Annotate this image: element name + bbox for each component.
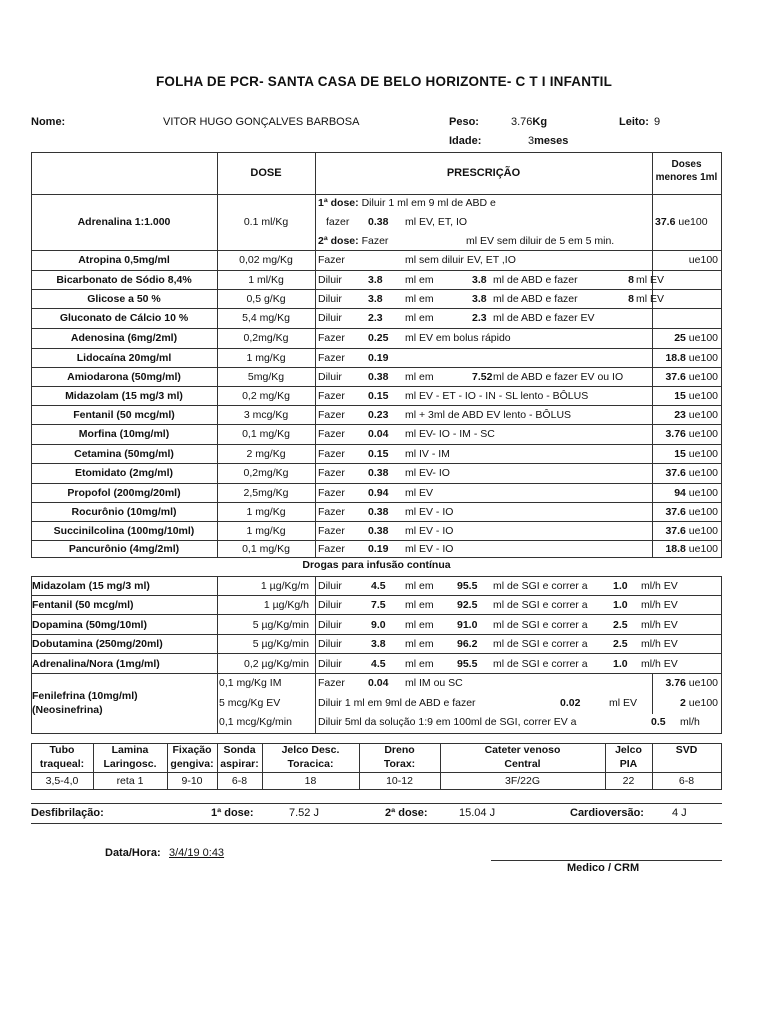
drug-volume: 0.38 <box>368 371 389 383</box>
devices-col-divider <box>721 743 722 789</box>
cell-divider <box>652 308 653 328</box>
desfib-first-dose: 7.52 J <box>289 807 319 819</box>
infusion-dose: 5 µg/Kg/min <box>252 638 309 650</box>
infusion-diluent-text: ml de SGI e correr a <box>493 619 588 631</box>
drug-menor <box>655 351 718 365</box>
drug-dose: 0,1 mg/Kg <box>242 428 290 440</box>
cell-divider <box>652 424 653 444</box>
device-header-line2: traqueal: <box>39 758 85 770</box>
drug-name: Midazolam (15 mg/3 ml) <box>65 390 183 402</box>
drug-dose: 5mg/Kg <box>247 371 285 383</box>
row-divider <box>31 463 722 464</box>
adrenalina-line2-val: 0.38 <box>368 216 389 228</box>
device-header-line2: gengiva: <box>170 758 214 770</box>
drug-menor-unit: ue100 <box>688 409 718 421</box>
cell-divider <box>652 540 653 557</box>
infusion-rate: 1.0 <box>613 599 628 611</box>
row-divider <box>31 614 722 615</box>
drug-menor-value: 37.6 <box>665 506 686 518</box>
infusion-diluent-volume: 92.5 <box>457 599 478 611</box>
device-header-line1: Jelco <box>615 744 642 756</box>
drug-dose: 0,2mg/Kg <box>243 332 289 344</box>
drug-instruction: ml EV - IO <box>405 506 454 518</box>
drug-verb: Fazer <box>318 409 345 421</box>
cell-divider <box>652 405 653 424</box>
drug-verb: Fazer <box>318 390 345 402</box>
device-value: reta 1 <box>116 775 144 787</box>
peso-value: 3.76 <box>511 116 533 128</box>
infusion-diluent-text: ml de SGI e correr a <box>493 658 588 670</box>
adrenalina-menor-unit: ue100 <box>678 216 708 228</box>
drug-menor-value: 23 <box>674 409 686 421</box>
drug-instruction: ml EV - IO <box>405 543 454 555</box>
devices-header-divider <box>31 772 722 773</box>
drug-dose: 0,1 mg/Kg <box>242 543 290 555</box>
infusion-rate-unit: ml/h EV <box>641 599 678 611</box>
drug-name: Lidocaína 20mg/ml <box>76 352 172 364</box>
desfib-second-dose: 15.04 J <box>459 807 496 819</box>
drug-menor-unit: ue100 <box>688 448 718 460</box>
drug-diluent-text: ml de ABD e fazer <box>493 274 578 286</box>
infusion-instruction: ml em <box>405 658 434 670</box>
adrenalina-line2-text: ml EV, ET, IO <box>405 216 468 228</box>
infusion-name: Fentanil (50 mcg/ml) <box>32 599 134 611</box>
infusion-instruction: ml em <box>405 619 434 631</box>
infusion-volume: 9.0 <box>371 619 386 631</box>
infusion-instruction: ml em <box>405 599 434 611</box>
infusion-dose: 5 µg/Kg/min <box>252 619 309 631</box>
drug-dose: 1 mg/Kg <box>246 352 286 364</box>
drug-menor-unit: ue100 <box>688 467 718 479</box>
fenilefrina-p3-unit: ml/h <box>680 716 700 728</box>
adrenalina-second-dose-label: 2ª dose: <box>318 235 359 247</box>
row-divider <box>31 502 722 503</box>
drug-menor-value: 15 <box>674 448 686 460</box>
drug-diluent-text: ml de ABD e fazer <box>493 293 578 305</box>
drug-menor <box>655 370 718 384</box>
drug-dose: 0,5 g/Kg <box>246 293 286 305</box>
drug-verb: Fazer <box>318 428 345 440</box>
drug-instruction: ml EV- IO - IM - SC <box>405 428 495 440</box>
drug-verb: Fazer <box>318 467 345 479</box>
drug-name: Gluconato de Cálcio 10 % <box>59 312 189 324</box>
desfib-first-dose-label: 1ª dose: <box>211 807 254 819</box>
drug-volume: 0.19 <box>368 543 389 555</box>
drug-menor-unit: ue100 <box>688 390 718 402</box>
drug-name: Propofol (200mg/20ml) <box>67 487 181 499</box>
drug-name: Succinilcolina (100mg/10ml) <box>53 525 195 537</box>
device-value: 22 <box>622 775 635 787</box>
drug-dose: 1 ml/Kg <box>248 274 284 286</box>
drug-menor-unit: ue100 <box>688 525 718 537</box>
drug-menor <box>655 427 718 441</box>
drug-instruction: ml IV - IM <box>405 448 450 460</box>
infusion-name: Dobutamina (250mg/20ml) <box>32 638 163 650</box>
drug-menor <box>655 389 718 403</box>
infusion-dose: 1 µg/Kg/h <box>263 599 309 611</box>
drug-name: Adenosina (6mg/2ml) <box>70 332 178 344</box>
drug-menor-value: 18.8 <box>665 543 686 555</box>
row-divider <box>31 289 722 290</box>
header-doses-menores: Doses menores 1ml <box>655 159 718 183</box>
drug-instruction: ml + 3ml de ABD EV lento - BÔLUS <box>405 409 572 421</box>
drug-final-unit: ml EV <box>636 293 665 305</box>
drug-instruction: ml sem diluir EV, ET ,IO <box>405 254 516 266</box>
infusion-volume: 7.5 <box>371 599 386 611</box>
drug-name: Fentanil (50 mcg/ml) <box>73 409 175 421</box>
infusion-verb: Diluir <box>318 580 342 592</box>
device-header-line2: aspirar: <box>220 758 259 770</box>
drug-dose: 0,02 mg/Kg <box>239 254 293 266</box>
fenilefrina-name: Fenilefrina (10mg/ml) <box>32 690 138 702</box>
drug-dose: 1 mg/Kg <box>246 525 286 537</box>
drug-name: Atropina 0,5mg/ml <box>78 254 170 266</box>
device-header-line1: Sonda <box>223 744 256 756</box>
adrenalina-first-dose-label: 1ª dose: <box>318 197 359 209</box>
drug-menor-unit: ue100 <box>688 352 718 364</box>
drug-menor-value: 37.6 <box>665 371 686 383</box>
row-divider <box>31 673 722 674</box>
drug-instruction: ml EV - IO <box>405 525 454 537</box>
drug-diluent-volume: 3.8 <box>472 274 487 286</box>
peso-unit: Kg <box>532 116 548 128</box>
fenilefrina-menor-2-unit: ue100 <box>688 697 718 709</box>
row-divider <box>31 405 722 406</box>
drug-menor <box>655 524 718 538</box>
drug-menor-value: 3.76 <box>665 428 686 440</box>
drug-verb: Fazer <box>318 506 345 518</box>
drug-name: Pancurônio (4mg/2ml) <box>68 543 180 555</box>
fenilefrina-p1-text: ml IM ou SC <box>405 677 463 689</box>
row-divider <box>31 270 722 271</box>
drug-volume: 0.19 <box>368 352 389 364</box>
infusion-instruction: ml em <box>405 580 434 592</box>
infusion-rate: 2.5 <box>613 619 628 631</box>
cell-divider <box>652 521 653 540</box>
drug-final-volume: 8 <box>628 274 634 286</box>
drug-volume: 3.8 <box>368 293 383 305</box>
drug-volume: 0.38 <box>368 467 389 479</box>
drug-dose: 2 mg/Kg <box>246 448 286 460</box>
drug-menor <box>655 486 718 500</box>
infusion-diluent-volume: 95.5 <box>457 580 478 592</box>
fenilefrina-menor-1-unit: ue100 <box>688 677 718 689</box>
device-header-line1: Dreno <box>384 744 415 756</box>
infusion-diluent-volume: 91.0 <box>457 619 478 631</box>
drug-name: Morfina (10mg/ml) <box>78 428 170 440</box>
drug-menor-unit: ue100 <box>688 506 718 518</box>
infusion-volume: 4.5 <box>371 580 386 592</box>
device-value: 3F/22G <box>504 775 541 787</box>
device-header-line1: Cateter venoso <box>484 744 561 756</box>
fenilefrina-p3-val: 0.5 <box>651 716 666 728</box>
drug-instruction: ml EV- IO <box>405 467 450 479</box>
drug-volume: 2.3 <box>368 312 383 324</box>
drug-volume: 0.15 <box>368 448 389 460</box>
fenilefrina-p2-unit: ml EV <box>609 697 638 709</box>
device-value: 9-10 <box>181 775 203 787</box>
drug-verb: Diluir <box>318 274 342 286</box>
cell-divider <box>652 502 653 521</box>
drug-volume: 0.94 <box>368 487 389 499</box>
device-header-line1: Fixação <box>172 744 212 756</box>
adrenalina-line3-pre: Fazer <box>361 235 389 247</box>
infusion-rate-unit: ml/h EV <box>641 638 678 650</box>
infusion-volume: 4.5 <box>371 658 386 670</box>
datahora-value: 3/4/19 0:43 <box>169 847 225 859</box>
drug-menor-value: 15 <box>674 390 686 402</box>
fenilefrina-p1-val: 0.04 <box>368 677 389 689</box>
infusion-verb: Diluir <box>318 638 342 650</box>
fenilefrina-p2-val: 0.02 <box>560 697 581 709</box>
device-value: 18 <box>304 775 317 787</box>
drug-verb: Diluir <box>318 293 342 305</box>
drug-verb: Fazer <box>318 352 345 364</box>
drug-menor <box>655 447 718 461</box>
drug-menor-value: 25 <box>674 332 686 344</box>
row-divider <box>31 540 722 541</box>
drug-verb: Fazer <box>318 254 345 266</box>
drug-name: Glicose a 50 % <box>87 293 161 305</box>
nome-label: Nome: <box>31 116 66 128</box>
infusion-verb: Diluir <box>318 619 342 631</box>
infusion-name: Adrenalina/Nora (1mg/ml) <box>32 658 160 670</box>
infusion-verb: Diluir <box>318 658 342 670</box>
adrenalina-line3-text: ml EV sem diluir de 5 em 5 min. <box>466 235 615 247</box>
drug-volume: 0.15 <box>368 390 389 402</box>
drug-menor <box>655 331 718 345</box>
fenilefrina-p2-text: Diluir 1 ml em 9ml de ABD e fazer <box>318 697 476 709</box>
drug-menor-unit: ue100 <box>688 543 718 555</box>
infusion-title: Drogas para infusão contínua <box>302 559 451 571</box>
row-divider <box>31 521 722 522</box>
drug-dose: 5,4 mg/Kg <box>242 312 290 324</box>
patient-name: VITOR HUGO GONÇALVES BARBOSA <box>163 116 360 128</box>
cell-divider <box>652 444 653 463</box>
dose-adrenalina: 0.1 ml/Kg <box>243 216 289 228</box>
drug-menor-value: 94 <box>674 487 686 499</box>
infusion-diluent-volume: 95.5 <box>457 658 478 670</box>
fenilefrina-alt-name: (Neosinefrina) <box>32 704 103 716</box>
drug-diluent-volume: 7.52 <box>472 371 493 383</box>
drug-verb: Diluir <box>318 371 342 383</box>
idade-label: Idade: <box>449 135 482 147</box>
drug-menor <box>655 542 718 556</box>
cell-divider <box>652 483 653 502</box>
infusion-diluent-volume: 96.2 <box>457 638 478 650</box>
cardioversao-label: Cardioversão: <box>570 807 644 819</box>
drug-menor-unit: ue100 <box>688 487 718 499</box>
drug-menor-value: 37.6 <box>665 467 686 479</box>
infusion-rate: 1.0 <box>613 658 628 670</box>
drug-diluent-text: ml de ABD e fazer EV ou IO <box>493 371 624 383</box>
drug-volume: 0.23 <box>368 409 389 421</box>
adrenalina-line2-pre: fazer <box>326 216 350 228</box>
drug-menor-unit: ue100 <box>688 428 718 440</box>
page-title: FOLHA DE PCR- SANTA CASA DE BELO HORIZONTE- C T I INFANTIL <box>155 74 613 89</box>
row-divider <box>31 444 722 445</box>
fenilefrina-dose-2: 5 mcg/Kg EV <box>219 697 281 709</box>
drug-verb: Fazer <box>318 543 345 555</box>
drug-volume: 0.25 <box>368 332 389 344</box>
drug-verb: Fazer <box>318 487 345 499</box>
header-prescricao: PRESCRIÇÃO <box>446 167 521 179</box>
header-dose: DOSE <box>250 167 282 179</box>
drug-menor <box>655 466 718 480</box>
device-header-line2: Laringosc. <box>103 758 157 770</box>
cell-divider <box>652 386 653 405</box>
drug-verb: Diluir <box>318 312 342 324</box>
row-divider <box>31 634 722 635</box>
device-header-line2: PIA <box>619 758 638 770</box>
row-divider <box>31 424 722 425</box>
device-header-line1: SVD <box>675 744 698 756</box>
drug-name-adrenalina: Adrenalina 1:1.000 <box>77 216 171 228</box>
row-divider <box>31 483 722 484</box>
drug-diluent-volume: 2.3 <box>472 312 487 324</box>
peso-label: Peso: <box>449 116 479 128</box>
infusion-dose: 1 µg/Kg/m <box>260 580 309 592</box>
drug-menor <box>655 253 718 267</box>
infusion-rate-unit: ml/h EV <box>641 580 678 592</box>
infusion-diluent-text: ml de SGI e correr a <box>493 638 588 650</box>
drug-final-unit: ml EV <box>636 274 665 286</box>
drug-volume: 3.8 <box>368 274 383 286</box>
drug-instruction: ml em <box>405 293 434 305</box>
drug-verb: Fazer <box>318 448 345 460</box>
infusion-rate: 2.5 <box>613 638 628 650</box>
infusion-volume: 3.8 <box>371 638 386 650</box>
device-header-line2: Toracica: <box>287 758 334 770</box>
desfib-second-dose-label: 2ª dose: <box>385 807 428 819</box>
fenilefrina-menor-2: 2 <box>680 697 686 709</box>
device-value: 3,5-4,0 <box>45 775 79 787</box>
adrenalina-line1: Diluir 1 ml em 9 ml de ABD e <box>361 197 496 209</box>
drug-menor <box>655 408 718 422</box>
device-value: 6-8 <box>231 775 248 787</box>
adrenalina-menor-val: 37.6 <box>655 216 676 228</box>
drug-volume: 0.38 <box>368 506 389 518</box>
drug-name: Amiodarona (50mg/ml) <box>67 371 181 383</box>
drug-name: Rocurônio (10mg/ml) <box>71 506 177 518</box>
row-divider <box>31 308 722 309</box>
drug-verb: Fazer <box>318 525 345 537</box>
idade-value: 3 <box>528 135 535 147</box>
drug-menor-unit: ue100 <box>688 254 718 266</box>
cell-divider <box>652 367 653 386</box>
fenilefrina-menor-1: 3.76 <box>665 677 686 689</box>
fenilefrina-p3-text: Diluir 5ml da solução 1:9 em 100ml de SGI, correr EV a <box>318 716 577 728</box>
infusion-rate: 1.0 <box>613 580 628 592</box>
drug-menor-unit: ue100 <box>688 332 718 344</box>
leito-label: Leito: <box>619 116 649 128</box>
infusion-diluent-text: ml de SGI e correr a <box>493 580 588 592</box>
drug-diluent-volume: 3.8 <box>472 293 487 305</box>
device-header-line2: Central <box>504 758 541 770</box>
device-header-line2: Torax: <box>383 758 416 770</box>
row-divider <box>31 386 722 387</box>
cell-divider <box>652 348 653 367</box>
drug-dose: 1 mg/Kg <box>246 506 286 518</box>
cardioversao-value: 4 J <box>672 807 687 819</box>
drug-menor-value: 37.6 <box>665 525 686 537</box>
datahora-label: Data/Hora: <box>105 847 161 859</box>
idade-unit: meses <box>534 135 569 147</box>
device-value: 10-12 <box>386 775 413 787</box>
desfib-label: Desfibrilação: <box>31 807 104 819</box>
drug-instruction: ml em <box>405 312 434 324</box>
infusion-dose: 0,2 µg/Kg/min <box>244 658 309 670</box>
drug-dose: 3 mcg/Kg <box>243 409 289 421</box>
drug-instruction: ml EV - ET - IO - IN - SL lento - BÔLUS <box>405 390 589 402</box>
row-divider <box>31 328 722 329</box>
fenilefrina-p1-verb: Fazer <box>318 677 345 689</box>
row-divider <box>31 367 722 368</box>
row-divider <box>31 653 722 654</box>
drug-name: Cetamina (50mg/ml) <box>74 448 174 460</box>
infusion-instruction: ml em <box>405 638 434 650</box>
drug-dose: 0,2mg/Kg <box>243 467 289 479</box>
drug-volume: 0.38 <box>368 525 389 537</box>
device-value: 6-8 <box>678 775 695 787</box>
drug-instruction: ml EV em bolus rápido <box>405 332 511 344</box>
drug-instruction: ml em <box>405 274 434 286</box>
row-divider <box>31 595 722 596</box>
drug-volume: 0.04 <box>368 428 389 440</box>
drug-menor-value: 18.8 <box>665 352 686 364</box>
infusion-name: Dopamina (50mg/10ml) <box>32 619 147 631</box>
fenilefrina-dose-1: 0,1 mg/Kg IM <box>219 677 282 689</box>
drug-dose: 2,5mg/Kg <box>243 487 289 499</box>
drug-instruction: ml EV <box>405 487 434 499</box>
cell-divider <box>652 463 653 483</box>
infusion-diluent-text: ml de SGI e correr a <box>493 599 588 611</box>
devices-bottom-border <box>31 789 722 790</box>
infusion-rate-unit: ml/h EV <box>641 619 678 631</box>
device-header-line1: Lamina <box>111 744 149 756</box>
drug-verb: Fazer <box>318 332 345 344</box>
drug-name: Bicarbonato de Sódio 8,4% <box>56 274 192 286</box>
infusion-name: Midazolam (15 mg/3 ml) <box>32 580 150 592</box>
drug-menor-unit: ue100 <box>688 371 718 383</box>
device-header-line1: Jelco Desc. <box>281 744 340 756</box>
device-header-line1: Tubo <box>49 744 75 756</box>
drug-menor <box>655 505 718 519</box>
cell-divider <box>652 250 653 270</box>
leito-value: 9 <box>654 116 661 128</box>
drug-name: Etomidato (2mg/ml) <box>74 467 173 479</box>
fenilefrina-dose-3: 0,1 mcg/Kg/min <box>219 716 292 728</box>
drug-final-volume: 8 <box>628 293 634 305</box>
cell-divider <box>652 328 653 348</box>
infusion-rate-unit: ml/h EV <box>641 658 678 670</box>
infusion-verb: Diluir <box>318 599 342 611</box>
row-divider <box>31 348 722 349</box>
drug-instruction: ml em <box>405 371 434 383</box>
drug-diluent-text: ml de ABD e fazer EV <box>493 312 595 324</box>
drug-dose: 0,2 mg/Kg <box>242 390 290 402</box>
medico-crm: Medico / CRM <box>567 862 640 874</box>
